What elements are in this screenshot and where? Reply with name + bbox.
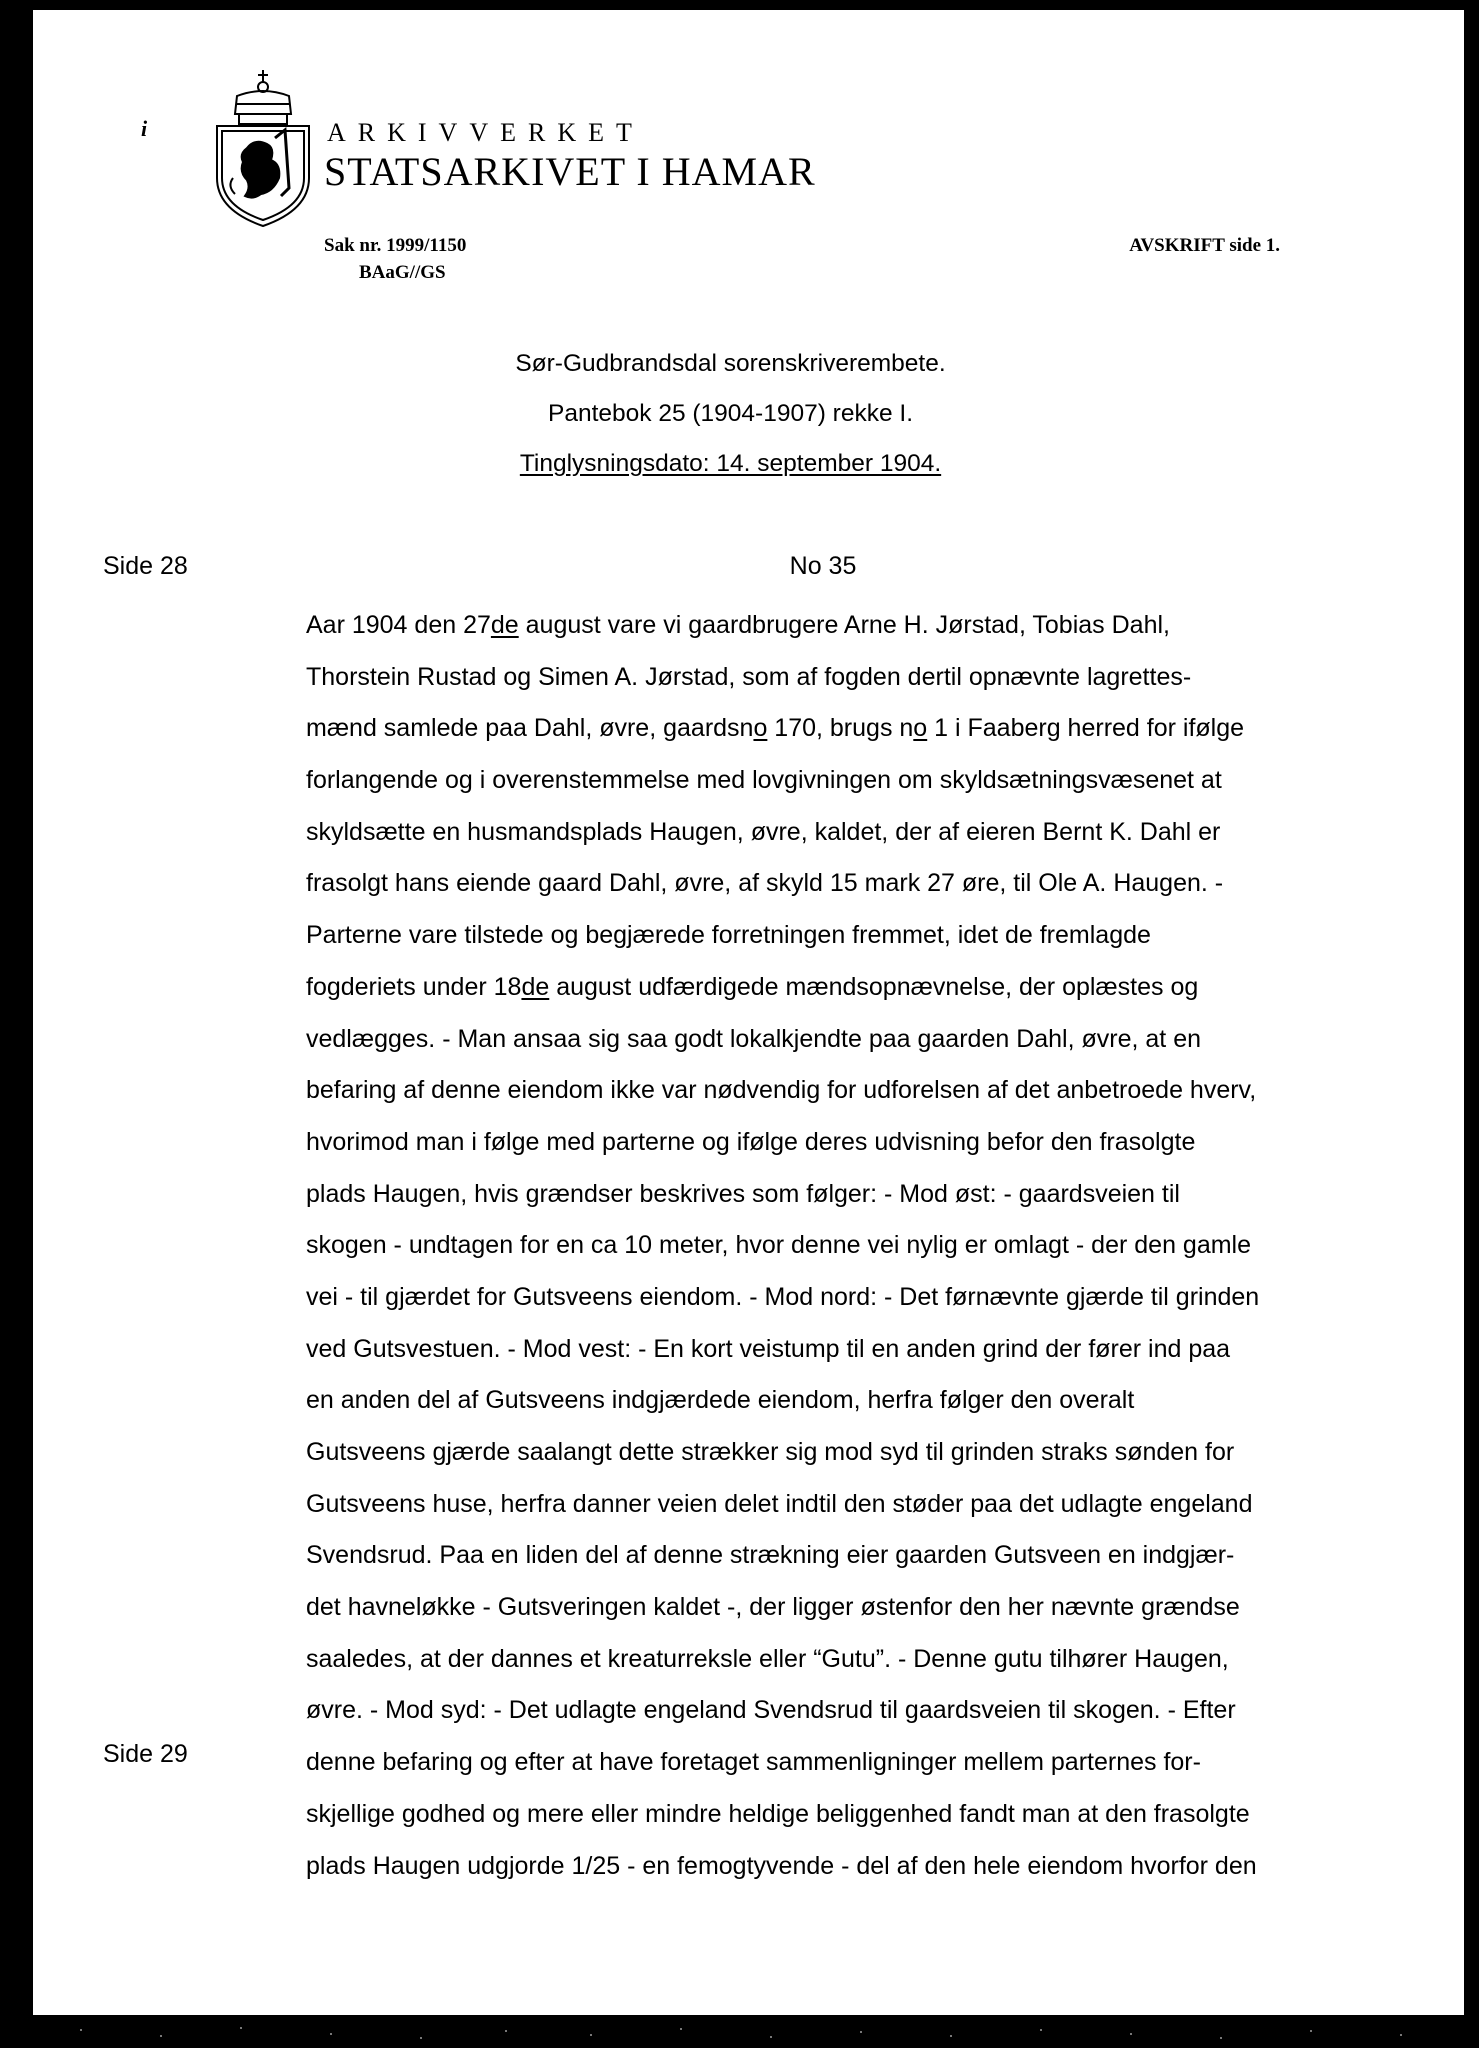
- text-line: [306, 1272, 1259, 1324]
- registration-date: Tinglysningsdato: 14. september 1904.: [519, 450, 942, 477]
- case-number: Sak nr. 1999/1150: [324, 235, 467, 256]
- line-segment: øvre. - Mod syd: - Det udlagte engeland Svendsrud til gaardsveien til skogen. - Efter: [306, 1696, 1236, 1725]
- title-line-1: Sør-Gudbrandsdal sorenskriverembete.: [515, 350, 946, 377]
- line-segment: saaledes, at der dannes et kreaturreksle eller “Gutu”. - Denne gutu tilhører Haugen,: [306, 1644, 1229, 1673]
- text-line: [306, 962, 1259, 1014]
- text-line: [306, 910, 1259, 962]
- line-segment: skogen - undtagen for en ca 10 meter, hvor denne vei nylig er omlagt - der den gamle: [306, 1231, 1252, 1260]
- text-line: [306, 1685, 1259, 1737]
- superscript-abbrev: o: [753, 714, 768, 743]
- text-line: [306, 1065, 1259, 1117]
- text-line: [306, 1634, 1259, 1686]
- line-segment: august udfærdigede mændsopnævnelse, der oplæstes og: [549, 972, 1199, 1001]
- text-line: [306, 1375, 1259, 1427]
- body-text: [306, 600, 1259, 1892]
- entry-number: No 35: [789, 552, 857, 580]
- line-segment: august vare vi gaardbrugere Arne H. Jørstad, Tobias Dahl,: [518, 611, 1170, 639]
- line-segment: mænd samlede paa Dahl, øvre, gaardsn: [306, 714, 754, 743]
- line-segment: frasolgt hans eiende gaard Dahl, øvre, af skyld 15 mark 27 øre, til Ole A. Haugen. -: [306, 869, 1224, 898]
- line-segment: 1 i Faaberg herred for ifølge: [927, 714, 1245, 743]
- line-segment: plads Haugen, hvis grændser beskrives som følger: - Mod øst: - gaardsveien til: [306, 1179, 1180, 1208]
- line-segment: plads Haugen udgjorde 1/25 - en femogtyvende - del af den hele eiendom hvorfor den: [306, 1851, 1257, 1880]
- margin-side-29: Side 29: [103, 1740, 188, 1768]
- line-segment: hvorimod man i følge med parterne og ifølge deres udvisning befor den frasolgte: [306, 1127, 1196, 1156]
- line-segment: befaring af denne eiendom ikke var nødvendig for udforelsen af det anbetroede hverv,: [306, 1076, 1257, 1105]
- title-line-2: Pantebok 25 (1904-1907) rekke I.: [547, 400, 913, 427]
- line-segment: skjellige godhed og mere eller mindre heldige beliggenhed fandt man at den frasolgte: [306, 1799, 1250, 1828]
- text-line: [306, 1479, 1259, 1531]
- text-line: [306, 1169, 1259, 1221]
- org-name: STATSARKIVET I HAMAR: [324, 149, 816, 194]
- text-line: [306, 1427, 1259, 1479]
- margin-mark: i: [141, 116, 148, 141]
- line-segment: Parterne vare tilstede og begjærede forretningen fremmet, idet de fremlagde: [306, 921, 1151, 950]
- line-segment: en anden del af Gutsveens indgjærdede eiendom, herfra følger den overalt: [306, 1386, 1135, 1415]
- case-code: BAaG//GS: [359, 262, 446, 283]
- text-line: [306, 1737, 1259, 1789]
- line-segment: fogderiets under 18: [306, 972, 522, 1001]
- line-segment: forlangende og i overenstemmelse med lovgivningen om skyldsætningsvæsenet at: [306, 766, 1222, 795]
- superscript-abbrev: o: [913, 714, 928, 743]
- text-line: [306, 600, 1259, 652]
- text-line: [306, 755, 1259, 807]
- line-segment: vei - til gjærdet for Gutsveens eiendom. - Mod nord: - Det førnævnte gjærde til grinden: [306, 1282, 1260, 1311]
- text-line: [306, 703, 1259, 755]
- line-segment: vedlægges. - Man ansaa sig saa godt lokalkjendte paa gaarden Dahl, øvre, at en: [306, 1024, 1201, 1053]
- line-segment: Svendsrud. Paa en liden del af denne strækning eier gaarden Gutsveen en indgjær-: [306, 1541, 1235, 1570]
- org-small-title: ARKIVVERKET: [327, 118, 644, 147]
- text-line: [306, 1014, 1259, 1066]
- superscript-abbrev: de: [521, 972, 550, 1001]
- line-segment: denne befaring og efter at have foretaget sammenligninger mellem parternes for-: [306, 1748, 1201, 1777]
- text-line: [306, 1530, 1259, 1582]
- text-line: [306, 1324, 1259, 1376]
- margin-side-28: Side 28: [103, 552, 188, 580]
- line-segment: ved Gutsvestuen. - Mod vest: - En kort veistump til en anden grind der fører ind paa: [306, 1334, 1231, 1363]
- text-line: [306, 1582, 1259, 1634]
- superscript-abbrev: de: [490, 611, 519, 639]
- coat-of-arms-icon: [209, 68, 317, 228]
- text-line: [306, 1117, 1259, 1169]
- title-line-3: [33, 450, 1428, 478]
- text-line: [306, 1841, 1259, 1893]
- line-segment: skyldsætte en husmandsplads Haugen, øvre, kaldet, der af eieren Bernt K. Dahl er: [306, 817, 1221, 846]
- line-segment: Aar 1904 den 27: [306, 611, 491, 639]
- line-segment: 170, brugs n: [767, 714, 914, 743]
- text-line: [306, 1220, 1259, 1272]
- line-segment: Gutsveens huse, herfra danner veien delet indtil den støder paa det udlagte engeland: [306, 1489, 1253, 1518]
- line-segment: det havneløkke - Gutsveringen kaldet -, der ligger østenfor den her nævnte grændse: [306, 1593, 1240, 1622]
- scan-border-bottom: [0, 2015, 1479, 2048]
- text-line: [306, 1789, 1259, 1841]
- document-page: [33, 10, 1464, 2015]
- line-segment: Thorstein Rustad og Simen A. Jørstad, som af fogden dertil opnævnte lagrettes-: [306, 662, 1192, 691]
- line-segment: Gutsveens gjærde saalangt dette strækker sig mod syd til grinden straks sønden for: [306, 1438, 1235, 1466]
- text-line: [306, 652, 1259, 704]
- text-line: [306, 858, 1259, 910]
- copy-page-label: AVSKRIFT side 1.: [1129, 235, 1280, 256]
- text-line: [306, 807, 1259, 859]
